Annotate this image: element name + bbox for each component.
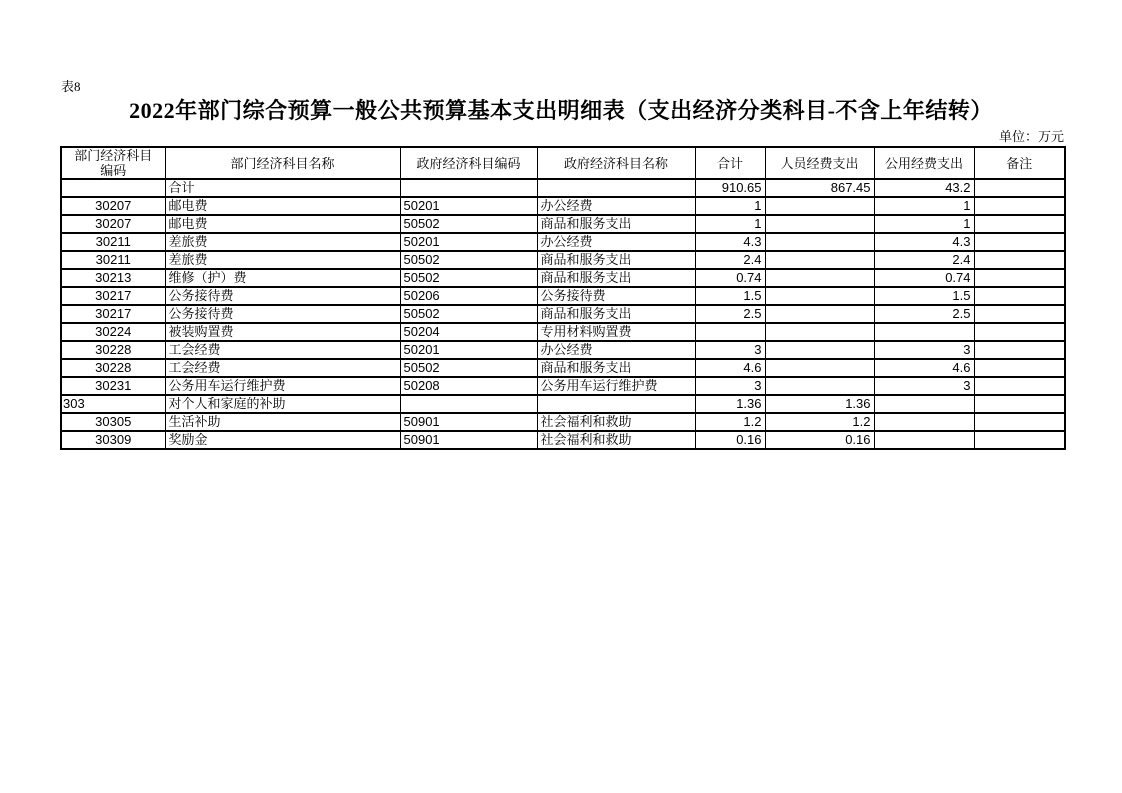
table-row [61,197,1065,215]
cell-gov-name: 专用材料购置费 [537,323,695,341]
cell-total: 1.5 [695,287,765,305]
cell-gov-code [400,179,537,197]
cell-personnel [765,197,874,215]
cell-public-exp [874,323,974,341]
cell-personnel: 1.36 [765,395,874,413]
cell-dept-name: 差旅费 [165,251,400,269]
cell-personnel [765,377,874,395]
table-row [61,377,1065,395]
table-row [61,215,1065,233]
cell-dept-name: 公务用车运行维护费 [165,377,400,395]
table-row [61,269,1065,287]
table-row [61,251,1065,269]
cell-personnel [765,233,874,251]
cell-total: 1 [695,197,765,215]
cell-dept-code: 30217 [61,305,165,323]
cell-public-exp [874,431,974,449]
cell-gov-code: 50201 [400,233,537,251]
cell-public-exp: 4.3 [874,233,974,251]
cell-dept-code: 30207 [61,197,165,215]
cell-personnel [765,251,874,269]
sheet-label: 表8 [61,79,81,94]
cell-public-exp: 4.6 [874,359,974,377]
cell-total: 0.74 [695,269,765,287]
cell-dept-code: 30305 [61,413,165,431]
cell-personnel [765,305,874,323]
cell-total: 910.65 [695,179,765,197]
cell-dept-code: 30224 [61,323,165,341]
cell-gov-name: 商品和服务支出 [537,359,695,377]
cell-note [974,413,1065,431]
cell-total: 3 [695,377,765,395]
cell-gov-name: 办公经费 [537,197,695,215]
cell-public-exp: 3 [874,377,974,395]
cell-note [974,287,1065,305]
unit-label: 单位：万元 [998,129,1064,144]
cell-personnel: 1.2 [765,413,874,431]
cell-total: 3 [695,341,765,359]
budget-table [60,146,1066,450]
cell-dept-name: 邮电费 [165,215,400,233]
cell-note [974,305,1065,323]
col-header-note: 备注 [974,147,1065,179]
cell-personnel [765,323,874,341]
cell-gov-code: 50901 [400,413,537,431]
table-row [61,413,1065,431]
cell-gov-code: 50502 [400,359,537,377]
cell-gov-code: 50206 [400,287,537,305]
cell-gov-name: 商品和服务支出 [537,305,695,323]
cell-public-exp: 2.4 [874,251,974,269]
header-row [61,147,1065,179]
cell-gov-code: 50502 [400,269,537,287]
cell-gov-code: 50901 [400,431,537,449]
table-row [61,395,1065,413]
cell-dept-code: 30231 [61,377,165,395]
cell-dept-name: 工会经费 [165,359,400,377]
cell-gov-name: 公务接待费 [537,287,695,305]
cell-dept-name: 公务接待费 [165,305,400,323]
cell-dept-code: 30228 [61,341,165,359]
cell-dept-code: 303 [61,395,165,413]
cell-gov-code [400,395,537,413]
cell-personnel [765,215,874,233]
cell-total: 1.2 [695,413,765,431]
cell-note [974,431,1065,449]
cell-total: 2.4 [695,251,765,269]
cell-personnel [765,359,874,377]
cell-personnel [765,341,874,359]
cell-dept-name: 维修（护）费 [165,269,400,287]
cell-dept-name: 差旅费 [165,233,400,251]
cell-dept-name: 对个人和家庭的补助 [165,395,400,413]
cell-dept-name: 公务接待费 [165,287,400,305]
cell-dept-name: 邮电费 [165,197,400,215]
cell-total: 4.3 [695,233,765,251]
cell-gov-name: 商品和服务支出 [537,215,695,233]
cell-gov-name: 商品和服务支出 [537,269,695,287]
cell-note [974,359,1065,377]
cell-dept-name: 生活补助 [165,413,400,431]
cell-gov-name: 商品和服务支出 [537,251,695,269]
cell-note [974,323,1065,341]
cell-note [974,395,1065,413]
col-header-personnel: 人员经费支出 [765,147,874,179]
cell-total: 0.16 [695,431,765,449]
cell-gov-code: 50204 [400,323,537,341]
cell-personnel: 867.45 [765,179,874,197]
cell-note [974,233,1065,251]
cell-personnel: 0.16 [765,431,874,449]
cell-gov-code: 50502 [400,215,537,233]
cell-gov-name: 公务用车运行维护费 [537,377,695,395]
cell-note [974,215,1065,233]
table-body [61,179,1065,449]
table-row [61,323,1065,341]
cell-public-exp [874,413,974,431]
col-header-gov-code: 政府经济科目编码 [400,147,537,179]
cell-public-exp: 2.5 [874,305,974,323]
table-row [61,233,1065,251]
cell-public-exp: 3 [874,341,974,359]
table-row [61,341,1065,359]
table-row [61,431,1065,449]
cell-dept-code: 30309 [61,431,165,449]
cell-dept-code [61,179,165,197]
cell-dept-name: 被装购置费 [165,323,400,341]
cell-public-exp: 1 [874,215,974,233]
col-header-gov-name: 政府经济科目名称 [537,147,695,179]
cell-dept-code: 30211 [61,251,165,269]
cell-public-exp: 1.5 [874,287,974,305]
cell-note [974,251,1065,269]
cell-public-exp: 1 [874,197,974,215]
cell-gov-code: 50201 [400,197,537,215]
cell-dept-name: 工会经费 [165,341,400,359]
table-row [61,179,1065,197]
col-header-total: 合计 [695,147,765,179]
cell-gov-code: 50502 [400,251,537,269]
cell-gov-name: 办公经费 [537,341,695,359]
table-row [61,359,1065,377]
cell-gov-code: 50208 [400,377,537,395]
cell-public-exp [874,395,974,413]
cell-note [974,197,1065,215]
cell-dept-code: 30217 [61,287,165,305]
cell-total: 1 [695,215,765,233]
cell-dept-code: 30213 [61,269,165,287]
cell-gov-code: 50502 [400,305,537,323]
cell-personnel [765,287,874,305]
col-header-dept-code: 部门经济科目编码 [61,147,165,179]
cell-note [974,341,1065,359]
cell-personnel [765,269,874,287]
table-row [61,287,1065,305]
cell-dept-name: 合计 [165,179,400,197]
cell-note [974,377,1065,395]
cell-total [695,323,765,341]
cell-public-exp: 43.2 [874,179,974,197]
cell-note [974,269,1065,287]
cell-gov-name: 社会福利和救助 [537,431,695,449]
page-title: 2022年部门综合预算一般公共预算基本支出明细表（支出经济分类科目-不含上年结转） [129,98,993,123]
cell-total: 2.5 [695,305,765,323]
cell-public-exp: 0.74 [874,269,974,287]
cell-gov-name: 办公经费 [537,233,695,251]
cell-gov-name: 社会福利和救助 [537,413,695,431]
cell-gov-code: 50201 [400,341,537,359]
cell-dept-code: 30207 [61,215,165,233]
cell-dept-code: 30228 [61,359,165,377]
table-row [61,305,1065,323]
cell-total: 1.36 [695,395,765,413]
table-header [61,147,1065,179]
col-header-dept-name: 部门经济科目名称 [165,147,400,179]
cell-gov-name [537,179,695,197]
cell-dept-code: 30211 [61,233,165,251]
cell-total: 4.6 [695,359,765,377]
cell-dept-name: 奖励金 [165,431,400,449]
col-header-public-exp: 公用经费支出 [874,147,974,179]
cell-note [974,179,1065,197]
cell-gov-name [537,395,695,413]
